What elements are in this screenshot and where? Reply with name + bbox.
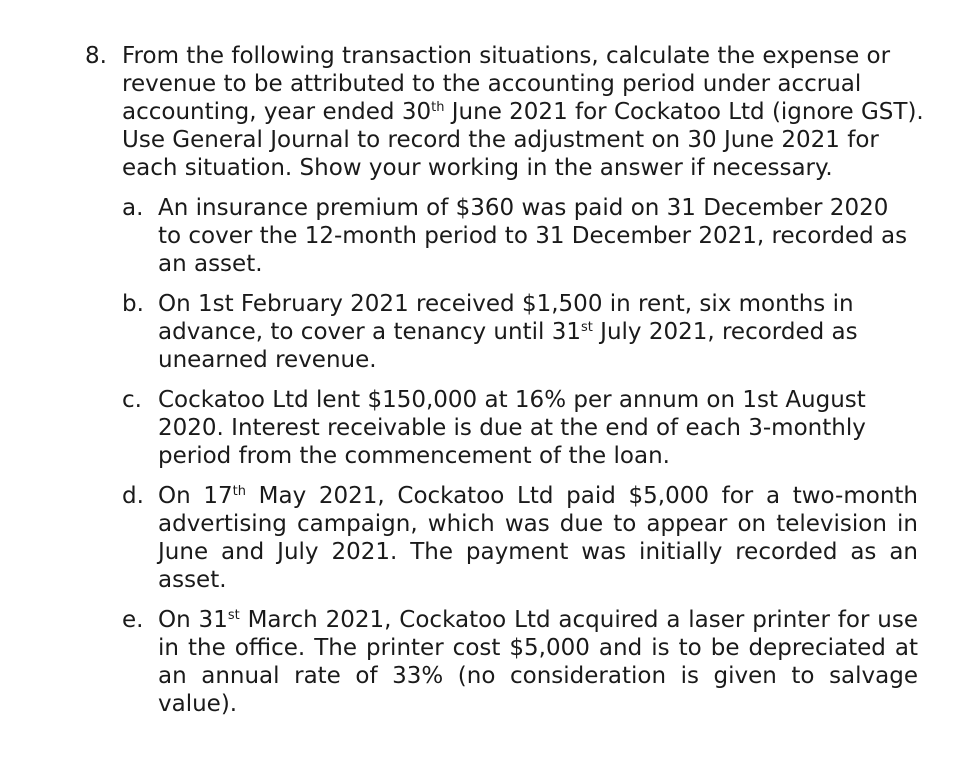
question-intro-part1: From the following transaction situations, calculate the expense or revenue to be attributed to the accounting period under accrual accounting, year ended 30 [122,43,891,125]
question-header [85,42,945,182]
sub-question-letter: b. [122,291,144,317]
sub-question-text: Cockatoo Ltd lent $150,000 at 16% per annum on 1st August 2020. Interest receivable is due at the end of each 3-monthly period from the commencement of the loan. [158,387,866,469]
sub-question-text [158,482,918,594]
sub-question-letter: c. [122,387,142,413]
sub-question-text-part2: March 2021, Cockatoo Ltd acquired a laser printer for use in the office. The printer cost $5,000 and is to be depreciated at an annual rate of 33% (no consideration is given to salvage value). [158,607,918,717]
sub-question-text [158,290,918,374]
sub-question-e [122,606,945,718]
question-intro-superscript: th [431,100,445,115]
sub-question-b [122,290,945,374]
sub-question-letter: a. [122,195,144,221]
sub-question-superscript: st [580,320,593,335]
sub-question-text: An insurance premium of $360 was paid on 31 December 2020 to cover the 12-month period to 31 December 2021, recorded as an asset. [158,195,908,277]
sub-question-d [122,482,945,594]
sub-question-a [122,194,945,278]
sub-question-letter: e. [122,607,144,633]
question-number: 8. [85,43,107,69]
sub-question-superscript: th [232,484,246,499]
sub-question-text [158,606,918,718]
sub-question-letter: d. [122,483,144,509]
sub-question-text-part1: On 17 [158,483,233,509]
sub-question-superscript: st [227,608,240,623]
sub-question-text-part2: May 2021, Cockatoo Ltd paid $5,000 for a two-month advertising campaign, which was due to appear on television in June and July 2021. The payment was initially recorded as an asset. [158,483,918,593]
sub-question-list [122,194,945,718]
sub-question-text-part1: On 1st February 2021 received $1,500 in rent, six months in advance, to cover a tenancy until 31 [158,291,854,345]
question-intro [122,42,932,182]
question-8 [85,42,945,730]
sub-question-text-part2: July 2021, recorded as unearned revenue. [158,319,858,373]
sub-question-c [122,386,945,470]
sub-question-text-part1: On 31 [158,607,228,633]
question-intro-part2: June 2021 for Cockatoo Ltd (ignore GST). Use General Journal to record the adjustment on 30 June 2021 for each situation. Show your working in the answer if necessary. [122,99,924,181]
